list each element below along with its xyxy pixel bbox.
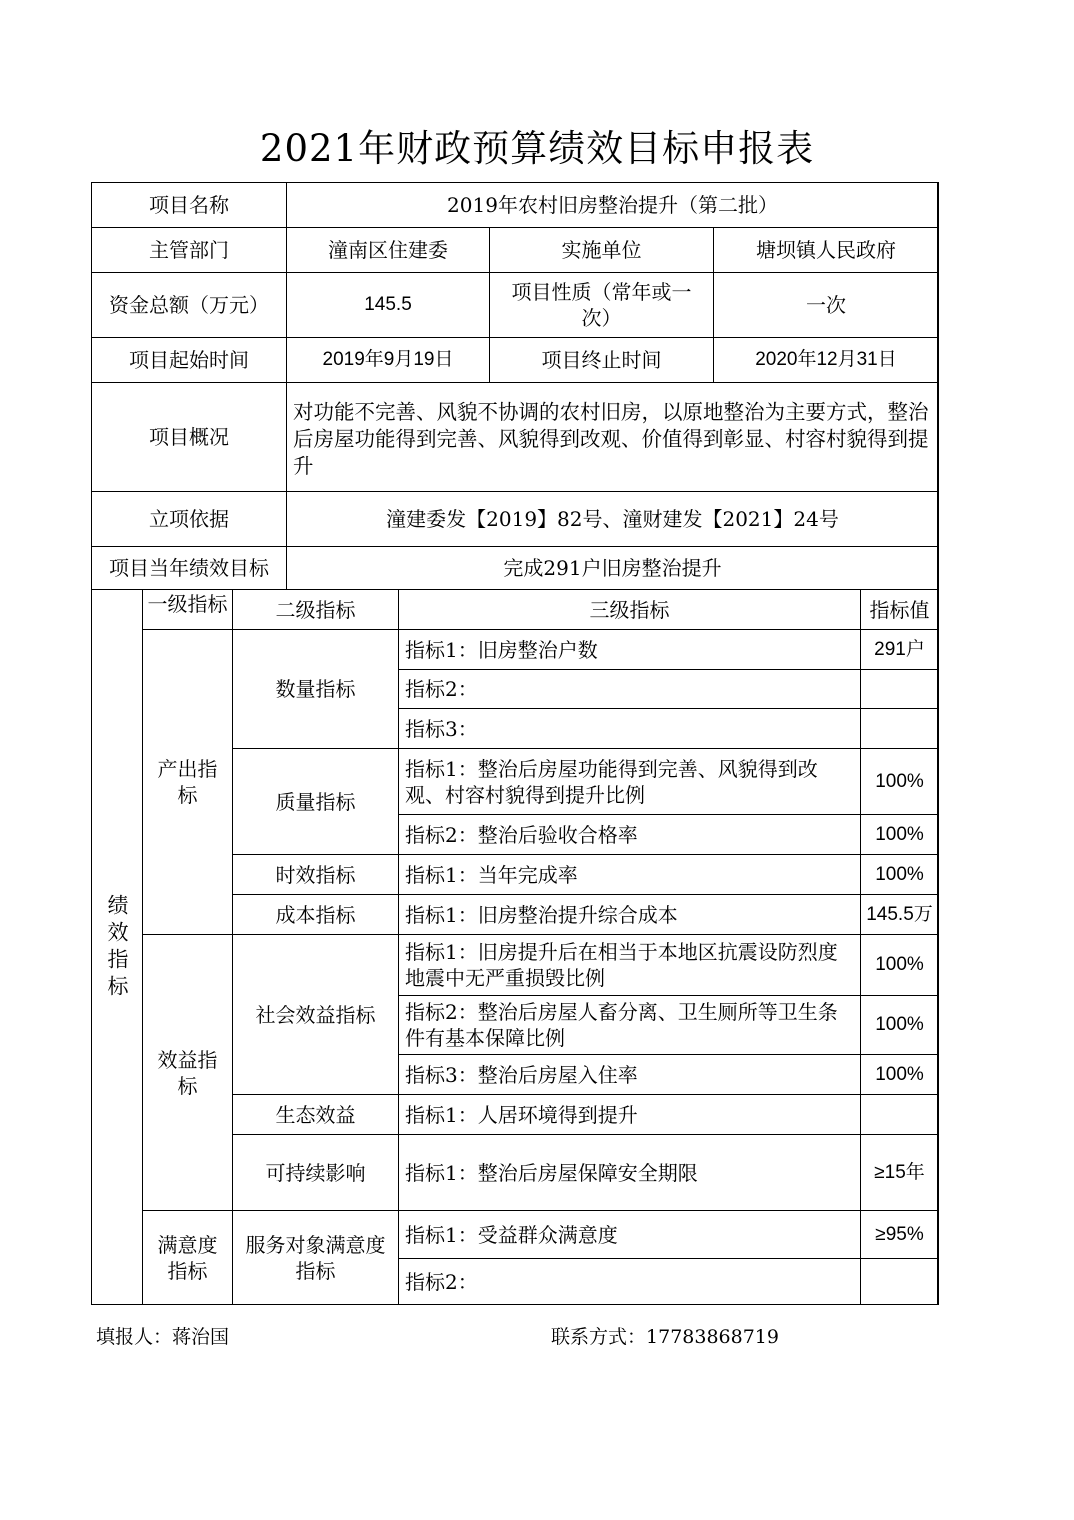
indicators-section-label: 绩效指标 [91, 589, 142, 1305]
fund-value: 145.5 [286, 272, 489, 337]
indicator-row-value: 145.5万 [860, 894, 938, 934]
indicator-row-text: 指标1：旧房提升后在相当于本地区抗震设防烈度地震中无严重损毁比例 [398, 934, 860, 995]
goal-value: 完成291户旧房整治提升 [286, 546, 938, 589]
nature-label: 项目性质（常年或一次） [489, 272, 713, 337]
indicator-row-value: 100% [860, 814, 938, 854]
indicator-row-value: ≥95% [860, 1210, 938, 1258]
indicator-row-value [860, 669, 938, 708]
filler-info: 填报人：蒋治国 [96, 1326, 230, 1348]
indicator-row-text: 指标1：当年完成率 [398, 854, 860, 894]
overview-label: 项目概况 [91, 382, 286, 491]
ecology-benefit-label: 生态效益 [232, 1094, 398, 1134]
benefit-indicator-label: 效益指标 [142, 934, 232, 1210]
indicator-row-text: 指标1：旧房整治户数 [398, 629, 860, 669]
indicator-row-text: 指标3： [398, 708, 860, 748]
start-label: 项目起始时间 [91, 337, 286, 382]
dept-label: 主管部门 [91, 227, 286, 272]
indicator-row-value: 100% [860, 854, 938, 894]
indicator-row-value: 100% [860, 1054, 938, 1094]
satisfaction-indicator-label: 满意度指标 [142, 1210, 232, 1305]
social-benefit-label: 社会效益指标 [232, 934, 398, 1094]
contact-info [551, 1322, 779, 1349]
header-level3: 三级指标 [398, 589, 860, 629]
indicator-row-value: 100% [860, 748, 938, 814]
page-title: 2021年财政预算绩效目标申报表 [259, 127, 815, 170]
header-value: 指标值 [860, 589, 938, 629]
contact-phone: 17783868719 [646, 1326, 779, 1348]
nature-value: 一次 [713, 272, 938, 337]
indicator-row-value: 100% [860, 995, 938, 1054]
indicator-row-text: 指标2： [398, 669, 860, 708]
performance-table [91, 182, 938, 1305]
indicator-row-text: 指标2： [398, 1258, 860, 1305]
indicator-row-value [860, 1094, 938, 1134]
service-satisfaction-label: 服务对象满意度指标 [232, 1210, 398, 1305]
project-name-value: 2019年农村旧房整治提升（第二批） [286, 182, 938, 227]
indicator-row-value [860, 708, 938, 748]
basis-value: 潼建委发【2019】82号、潼财建发【2021】24号 [286, 491, 938, 546]
unit-value: 塘坝镇人民政府 [713, 227, 938, 272]
indicator-row-text: 指标1：整治后房屋保障安全期限 [398, 1134, 860, 1210]
indicator-row-value: 291户 [860, 629, 938, 669]
indicator-row-text: 指标2：整治后验收合格率 [398, 814, 860, 854]
contact-label: 联系方式： [551, 1326, 647, 1348]
indicator-row-value [860, 1258, 938, 1305]
cost-indicator-label: 成本指标 [232, 894, 398, 934]
end-value: 2020年12月31日 [713, 337, 938, 382]
fund-label: 资金总额（万元） [91, 272, 286, 337]
indicator-row-text: 指标1：人居环境得到提升 [398, 1094, 860, 1134]
indicator-row-value: 100% [860, 934, 938, 995]
sustainability-label: 可持续影响 [232, 1134, 398, 1210]
indicator-row-text: 指标1：旧房整治提升综合成本 [398, 894, 860, 934]
header-level1: 一级指标 [142, 589, 232, 629]
quantity-indicator-label: 数量指标 [232, 629, 398, 748]
indicator-row-text: 指标2：整治后房屋人畜分离、卫生厕所等卫生条件有基本保障比例 [398, 995, 860, 1054]
dept-value: 潼南区住建委 [286, 227, 489, 272]
start-value: 2019年9月19日 [286, 337, 489, 382]
goal-label: 项目当年绩效目标 [91, 546, 286, 589]
indicator-row-value: ≥15年 [860, 1134, 938, 1210]
overview-value: 对功能不完善、风貌不协调的农村旧房，以原地整治为主要方式，整治后房屋功能得到完善、风貌得到改观、价值得到彰显、村容村貌得到提升 [286, 382, 938, 491]
quality-indicator-label: 质量指标 [232, 748, 398, 854]
timeliness-indicator-label: 时效指标 [232, 854, 398, 894]
header-level2: 二级指标 [232, 589, 398, 629]
output-indicator-label: 产出指标 [142, 629, 232, 934]
end-label: 项目终止时间 [489, 337, 713, 382]
indicator-row-text: 指标1：整治后房屋功能得到完善、风貌得到改观、村容村貌得到提升比例 [398, 748, 860, 814]
indicator-row-text: 指标3：整治后房屋入住率 [398, 1054, 860, 1094]
basis-label: 立项依据 [91, 491, 286, 546]
project-name-label: 项目名称 [91, 182, 286, 227]
indicator-row-text: 指标1：受益群众满意度 [398, 1210, 860, 1258]
table-border-right [937, 182, 939, 1305]
unit-label: 实施单位 [489, 227, 713, 272]
table-border-bottom [91, 1304, 938, 1306]
